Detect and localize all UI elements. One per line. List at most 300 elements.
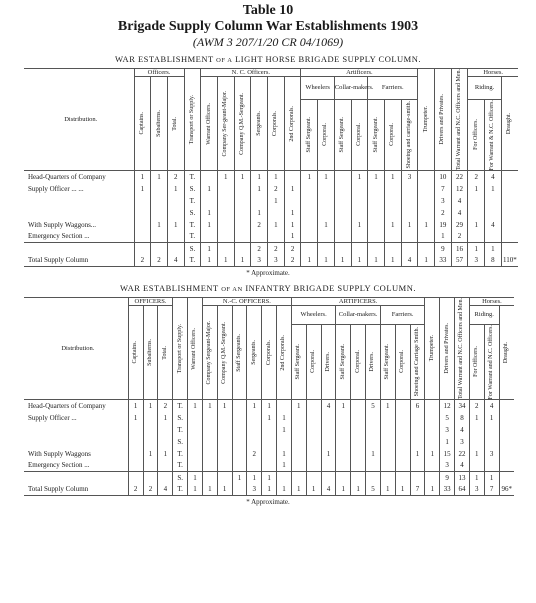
table-cell: [395, 436, 410, 448]
table-cell: [234, 183, 251, 195]
table-cell: [301, 195, 318, 207]
table-cell: 1: [395, 484, 410, 496]
lh-group-nco: N. C. Officers.: [201, 69, 301, 77]
table-cell: [380, 460, 395, 472]
table-cell: 1: [410, 448, 425, 460]
table-cell: 5: [366, 400, 381, 412]
table-cell: [418, 231, 435, 243]
table-cell: 1: [336, 484, 351, 496]
table-cell: [301, 183, 318, 195]
table-cell: 57: [451, 255, 468, 267]
table-cell: 19: [435, 219, 452, 231]
table-cell: 4: [455, 424, 470, 436]
table-cell: 4: [455, 460, 470, 472]
table-cell: 1: [158, 448, 173, 460]
table-cell: 4: [321, 400, 336, 412]
table-cell: 4: [451, 195, 468, 207]
table-cell: [368, 207, 385, 219]
table-cell: 1: [321, 448, 336, 460]
inf-col-label: For Warrant and N.C. Officers.: [488, 324, 495, 400]
table-cell: 4: [484, 400, 499, 412]
lh-group-officers: Officers.: [134, 69, 184, 77]
lh-col-distribution: Distribution.: [24, 69, 134, 171]
table-cell: [151, 195, 168, 207]
lh-col-warrant: [201, 77, 218, 171]
row-label: Head-Quarters of Company: [28, 401, 106, 410]
inf-col-cqms: [217, 306, 232, 400]
inf-col-fa-ss: [380, 324, 395, 399]
table-cell: [469, 436, 484, 448]
table-cell: [291, 412, 306, 424]
table-cell: [217, 472, 232, 484]
table-cell: [380, 412, 395, 424]
table-row: [24, 183, 518, 195]
table-cell: [368, 183, 385, 195]
table-row: [24, 412, 514, 424]
table-cell: [158, 460, 173, 472]
table-cell: [201, 195, 218, 207]
inf-sub-farriers: Farriers.: [380, 306, 425, 325]
table-row: [24, 171, 518, 183]
lh-col-transport: [184, 69, 201, 171]
table-cell: [336, 424, 351, 436]
inf-col-label: Staff Sergeants.: [235, 333, 242, 372]
table-cell: [321, 412, 336, 424]
table-cell: [334, 207, 351, 219]
inf-col-label: Corporals.: [265, 339, 272, 366]
inf-col-fa-smith: [410, 324, 425, 399]
table-row: [24, 207, 518, 219]
inf-col-label: Drivers and Privates.: [443, 323, 450, 374]
inf-col-riding-off: [469, 324, 484, 399]
table-cell: 1: [217, 171, 234, 183]
table-row: [24, 400, 514, 412]
table-cell: 1: [232, 472, 247, 484]
table-cell: [384, 231, 401, 243]
table-cell: S.: [173, 436, 188, 448]
row-label: [24, 195, 134, 207]
table-cell: [468, 207, 485, 219]
table-cell: [321, 436, 336, 448]
row-label: [24, 424, 128, 436]
table-cell: [291, 472, 306, 484]
table-cell: [401, 231, 418, 243]
table-cell: 64: [455, 484, 470, 496]
table-cell: S.: [184, 183, 201, 195]
table-cell: [318, 207, 335, 219]
lh-col-fa-smith: [401, 99, 418, 170]
table-cell: [247, 436, 262, 448]
table-cell: [484, 460, 499, 472]
table-cell: 1: [301, 171, 318, 183]
lh-col-label: Company Q.M.-Sergeant.: [238, 92, 245, 155]
table-cell: T.: [173, 400, 188, 412]
table-cell: 1: [380, 484, 395, 496]
table-cell: 22: [451, 171, 468, 183]
lh-body: [24, 171, 518, 267]
lh-col-cm-cpl: [351, 99, 368, 170]
table-cell: 1: [251, 183, 268, 195]
table-cell: [188, 460, 203, 472]
page-header: [0, 3, 536, 49]
table-cell: [143, 412, 158, 424]
table-cell: [251, 231, 268, 243]
table-cell: [366, 424, 381, 436]
table-cell: 8: [455, 412, 470, 424]
table-cell: [143, 472, 158, 484]
table-cell: 1: [234, 255, 251, 267]
table-cell: [277, 436, 292, 448]
lh-col-total-men: [451, 69, 468, 171]
table-cell: 1: [368, 171, 385, 183]
lh-col-label: Total Warrant and N.C. Officers and Men.: [456, 69, 463, 171]
lh-sub-wheelers: Wheelers: [301, 77, 334, 100]
table-cell: [351, 412, 366, 424]
table-cell: 1: [251, 207, 268, 219]
table-cell: [351, 436, 366, 448]
table-cell: 1: [469, 472, 484, 484]
table-cell: [158, 436, 173, 448]
inf-col-draught: [499, 306, 514, 400]
table-cell: 2: [151, 255, 168, 267]
lh-col-label: For Warrant & N.C. Officers.: [489, 99, 496, 171]
table-cell: 1: [277, 484, 292, 496]
table-cell: [395, 472, 410, 484]
table-cell: [291, 460, 306, 472]
table-cell: 3: [469, 484, 484, 496]
table-cell: 1: [262, 412, 277, 424]
light-horse-table: [24, 68, 518, 267]
table-cell: 2: [143, 484, 158, 496]
table-cell: [202, 424, 217, 436]
table-cell: 1: [284, 207, 301, 219]
table-cell: 3: [268, 255, 285, 267]
table-row: [24, 436, 514, 448]
table-cell: [291, 436, 306, 448]
table-cell: [366, 472, 381, 484]
table-cell: 1: [351, 219, 368, 231]
table-cell: 1: [201, 183, 218, 195]
lh-col-corporals: [268, 77, 285, 171]
table-cell: S.: [184, 207, 201, 219]
table-cell: 1: [318, 255, 335, 267]
table-cell: 1: [384, 255, 401, 267]
table-cell: 6: [410, 400, 425, 412]
lh-col-label: Corporal.: [389, 123, 396, 147]
table-cell: [485, 231, 502, 243]
table-cell: [234, 207, 251, 219]
lh-col-drivers: [435, 69, 452, 171]
table-row: [24, 243, 518, 255]
table-cell: 8: [485, 255, 502, 267]
table-cell: [134, 243, 151, 255]
lh-col-label: Sergeants.: [255, 111, 262, 136]
table-cell: [134, 231, 151, 243]
table-cell: S.: [184, 243, 201, 255]
table-cell: [232, 448, 247, 460]
table-cell: [202, 412, 217, 424]
table-cell: [247, 424, 262, 436]
table-cell: [351, 448, 366, 460]
lh-group-artificers: Artificers.: [301, 69, 418, 77]
table-cell: 2: [251, 219, 268, 231]
inf-col-label: Corporal.: [354, 350, 361, 374]
table-cell: 7: [435, 183, 452, 195]
inf-col-wh-ss: [291, 324, 306, 399]
inf-sub-riding: Riding.: [469, 306, 499, 325]
inf-col-sergeants: [247, 306, 262, 400]
table-cell: 1: [368, 255, 385, 267]
inf-col-wh-cpl: [306, 324, 321, 399]
table-cell: 3: [484, 448, 499, 460]
inf-body: [24, 400, 514, 496]
table-cell: 1: [247, 400, 262, 412]
inf-col-label: Sergeants.: [250, 340, 257, 365]
infantry-title-of: OF AN: [221, 286, 243, 294]
table-cell: [234, 195, 251, 207]
table-cell: 1: [201, 243, 218, 255]
table-cell: [368, 243, 385, 255]
lh-col-sergeants: [251, 77, 268, 171]
table-cell: [262, 424, 277, 436]
table-cell: [306, 412, 321, 424]
table-cell: 2: [284, 243, 301, 255]
table-cell: [306, 460, 321, 472]
lh-col-label: Corporal.: [355, 123, 362, 147]
table-cell: 1: [158, 412, 173, 424]
row-label: With Supply Waggons...: [28, 220, 97, 229]
table-cell: 3: [440, 424, 455, 436]
table-cell: 1: [277, 448, 292, 460]
table-cell: 1: [217, 255, 234, 267]
table-cell: 1: [277, 424, 292, 436]
table-cell: [151, 207, 168, 219]
table-row: [24, 472, 514, 484]
table-cell: [425, 400, 440, 412]
table-cell: 1: [201, 219, 218, 231]
table-cell: [334, 183, 351, 195]
table-cell: [351, 207, 368, 219]
table-cell: [351, 231, 368, 243]
table-cell: [401, 243, 418, 255]
table-cell: [384, 207, 401, 219]
table-cell: T.: [173, 448, 188, 460]
inf-col-label: Transport or Supply.: [176, 323, 183, 374]
table-cell: [380, 448, 395, 460]
table-cell: [336, 412, 351, 424]
table-cell: [151, 231, 168, 243]
table-cell: [306, 448, 321, 460]
table-cell: [501, 195, 518, 207]
table-cell: T.: [173, 424, 188, 436]
table-cell: 1: [202, 400, 217, 412]
inf-col-cm-ss: [336, 324, 351, 399]
table-cell: 1: [251, 171, 268, 183]
table-cell: [384, 243, 401, 255]
table-number: Table 10: [242, 3, 294, 18]
table-cell: 1: [334, 255, 351, 267]
table-cell: [234, 243, 251, 255]
inf-col-label: Total Warrant and N.C. Officers and Men.: [458, 298, 465, 400]
table-cell: 1: [268, 195, 285, 207]
table-cell: [158, 424, 173, 436]
lh-col-label: Shoeing and carriage-smith.: [405, 101, 412, 169]
table-cell: S.: [173, 412, 188, 424]
table-cell: [384, 195, 401, 207]
table-cell: 1: [128, 400, 143, 412]
table-cell: 1: [167, 219, 184, 231]
table-cell: [268, 207, 285, 219]
table-cell: 3: [455, 436, 470, 448]
table-cell: [143, 424, 158, 436]
lh-col-label: Captains.: [138, 112, 145, 135]
table-cell: 2: [284, 255, 301, 267]
table-cell: 1: [262, 400, 277, 412]
table-cell: 4: [158, 484, 173, 496]
archive-reference: (AWM 3 207/1/20 CR 04/1069): [192, 35, 344, 49]
table-cell: S.: [173, 472, 188, 484]
table-cell: [484, 424, 499, 436]
table-cell: 1: [291, 484, 306, 496]
lh-col-label: For Officers.: [472, 119, 479, 151]
inf-col-cm-drv: [366, 324, 381, 399]
inf-col-wh-drv: [321, 324, 336, 399]
table-cell: 2: [247, 448, 262, 460]
table-cell: [418, 243, 435, 255]
table-cell: 1: [247, 472, 262, 484]
table-cell: 5: [440, 412, 455, 424]
row-label: [24, 436, 128, 448]
inf-col-distribution: Distribution.: [24, 298, 128, 400]
table-cell: [468, 231, 485, 243]
row-label: Supply Officer ... ...: [28, 184, 84, 193]
table-cell: 1: [418, 255, 435, 267]
table-cell: 96*: [499, 484, 514, 496]
table-cell: [232, 484, 247, 496]
lh-group-horses: Horses.: [468, 69, 518, 77]
table-cell: [485, 195, 502, 207]
table-cell: [202, 436, 217, 448]
table-cell: 3: [440, 460, 455, 472]
table-row: [24, 255, 518, 267]
table-row: [24, 460, 514, 472]
table-cell: [418, 171, 435, 183]
table-cell: [306, 436, 321, 448]
table-cell: [334, 243, 351, 255]
table-cell: [336, 472, 351, 484]
table-cell: 1: [318, 219, 335, 231]
table-cell: 1: [469, 412, 484, 424]
inf-sub-wheelers: Wheelers.: [291, 306, 335, 325]
table-cell: [277, 472, 292, 484]
table-cell: 33: [440, 484, 455, 496]
table-cell: 1: [485, 183, 502, 195]
table-cell: 12: [451, 183, 468, 195]
table-cell: 9: [440, 472, 455, 484]
table-cell: [284, 171, 301, 183]
table-cell: [380, 472, 395, 484]
table-cell: [499, 424, 514, 436]
lh-col-label: Corporal.: [322, 123, 329, 147]
lh-col-label: Staff Sergeant.: [339, 117, 346, 153]
table-cell: [501, 171, 518, 183]
inf-col-staff-sergeants: [232, 306, 247, 400]
table-cell: 33: [435, 255, 452, 267]
table-cell: 1: [128, 412, 143, 424]
inf-col-label: Staff Sergeant.: [384, 344, 391, 380]
table-cell: 1: [468, 243, 485, 255]
inf-col-label: 2nd Corporals.: [280, 334, 287, 371]
table-cell: [410, 472, 425, 484]
table-cell: [128, 448, 143, 460]
inf-col-2nd-corporals: [277, 306, 292, 400]
table-cell: 1: [301, 255, 318, 267]
lh-col-label: Staff Sergeant.: [305, 117, 312, 153]
inf-group-nco: N.-C. OFFICERS.: [202, 298, 291, 306]
light-horse-title-prefix: WAR ESTABLISHMENT: [114, 54, 214, 64]
table-cell: 1: [188, 472, 203, 484]
table-cell: [351, 460, 366, 472]
table-cell: [217, 460, 232, 472]
table-cell: [351, 472, 366, 484]
table-cell: 1: [167, 183, 184, 195]
table-cell: [318, 243, 335, 255]
table-cell: [410, 412, 425, 424]
table-cell: [301, 219, 318, 231]
inf-group-officers: OFFICERS.: [128, 298, 173, 306]
infantry-table: [24, 297, 514, 496]
lh-col-label: Transport or Supply.: [188, 94, 195, 145]
inf-col-drivers-privates: [440, 298, 455, 400]
inf-sub-collar: Collar-makers.: [336, 306, 380, 325]
table-cell: [321, 472, 336, 484]
table-cell: [277, 400, 292, 412]
inf-col-label: Draught.: [503, 341, 510, 364]
table-cell: [134, 219, 151, 231]
table-cell: [395, 460, 410, 472]
inf-col-label: Staff Sergeant.: [339, 344, 346, 380]
table-cell: [366, 412, 381, 424]
inf-col-warrant: [188, 298, 203, 400]
row-label: [24, 472, 128, 484]
table-cell: [234, 219, 251, 231]
inf-col-label: Warrant Officers.: [191, 327, 198, 370]
table-cell: [334, 231, 351, 243]
row-label: Emergency Section ...: [28, 232, 90, 241]
table-cell: 2: [268, 183, 285, 195]
table-cell: 1: [336, 400, 351, 412]
table-cell: 1: [188, 400, 203, 412]
inf-col-label: Drivers.: [324, 352, 331, 372]
inf-col-label: Company Sergeant-Major.: [206, 320, 213, 385]
lh-sub-collar: Collar-makers.: [334, 77, 367, 100]
table-cell: 3: [247, 484, 262, 496]
table-cell: [232, 412, 247, 424]
lh-col-cqms: [234, 77, 251, 171]
table-cell: [351, 243, 368, 255]
table-cell: [401, 207, 418, 219]
inf-col-label: Total.: [161, 345, 168, 360]
table-cell: 1: [318, 171, 335, 183]
table-cell: 10: [435, 171, 452, 183]
lh-col-cm-ss: [334, 99, 351, 170]
table-cell: [128, 460, 143, 472]
table-cell: 1: [401, 219, 418, 231]
table-cell: [425, 424, 440, 436]
lh-col-label: Company Ser-geant-Major.: [222, 90, 229, 157]
table-cell: [395, 424, 410, 436]
table-cell: [351, 424, 366, 436]
